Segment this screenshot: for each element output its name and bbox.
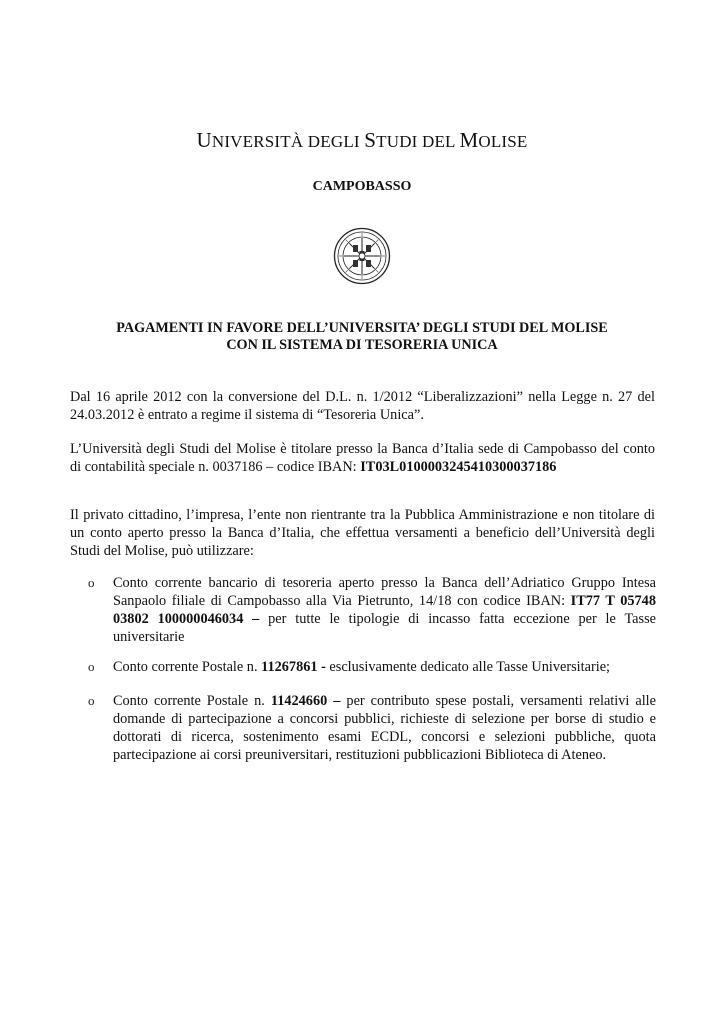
list-item-conto-postale-contributi <box>113 692 656 764</box>
heading-line-1: PAGAMENTI IN FAVORE DELL’UNIVERSITA’ DEGLI STUDI DEL MOLISE <box>116 320 608 336</box>
title-initial-s: S <box>364 128 377 152</box>
document-heading <box>60 320 664 354</box>
item3-account: 11424660 – <box>270 693 341 709</box>
item1-text: Conto corrente bancario di tesoreria aperto presso la Banca dell’Adriatico Gruppo Intesa Sanpaolo filiale di Campobasso alla Via Pietrunto, 14/18 con codice IBAN: <box>113 575 656 609</box>
item1-iban: IT77 T 05748 03802 100000046034 – <box>113 593 656 627</box>
bullet-icon: o <box>88 693 95 708</box>
list-item-conto-postale-tasse <box>113 658 656 676</box>
item3-tail: per contributo spese postali, versamenti relativi alle domande di partecipazione a concorsi pubblici, richieste di selezione per borse di studio e dottorati di ricerca, sostenimento esami ECDL, concorsi e selezioni pubbliche, quota partecipazione ai corsi preuniversitari, restituzioni pubblicazioni Biblioteca di Ateneo. <box>113 693 656 763</box>
paragraph-conto-text: L’Università degli Studi del Molise è titolare presso la Banca d’Italia sede di Campobasso del conto di contabilità speciale n. 0037186 – codice IBAN: <box>70 441 655 475</box>
bullet-icon: o <box>88 575 95 590</box>
list-item-conto-bancario <box>113 574 656 646</box>
title-part-1: NIVERSITÀ DEGLI <box>211 132 365 151</box>
paragraph-privato-cittadino: Il privato cittadino, l’impresa, l’ente non rientrante tra la Pubblica Amministrazione e non titolare di un conto aperto presso la Banca d’Italia, che effettua versamenti a beneficio dell’Università degli Studi del Molise, può utilizzare: <box>70 507 655 559</box>
title-part-3: OLISE <box>478 132 528 151</box>
title-part-2: TUDI DEL <box>376 132 460 151</box>
title-initial-m: M <box>459 128 479 152</box>
item2-tail: esclusivamente dedicato alle Tasse Universitarie; <box>325 659 611 675</box>
heading-line-2: CON IL SISTEMA DI TESORERIA UNICA <box>226 337 498 353</box>
item2-account: 11267861 - <box>261 659 326 675</box>
bullet-icon: o <box>88 659 95 674</box>
item3-text: Conto corrente Postale n. <box>113 693 271 709</box>
item1-tail: per tutte le tipologie di incasso fatta eccezione per le Tasse universitarie <box>113 611 656 645</box>
paragraph-tesoreria-unica: Dal 16 aprile 2012 con la conversione del D.L. n. 1/2012 “Liberalizzazioni” nella Legge n. 27 del 24.03.2012 è entrato a regime il sistema di “Tesoreria Unica”. <box>70 389 655 423</box>
item2-text: Conto corrente Postale n. <box>113 659 262 675</box>
paragraph-conto-banca-italia <box>70 440 655 476</box>
university-title <box>0 128 724 153</box>
university-seal-icon <box>333 227 391 285</box>
city-name: CAMPOBASSO <box>312 179 412 194</box>
title-initial-u: U <box>196 128 212 152</box>
iban-banca-italia: IT03L0100003245410300037186 <box>360 459 557 475</box>
